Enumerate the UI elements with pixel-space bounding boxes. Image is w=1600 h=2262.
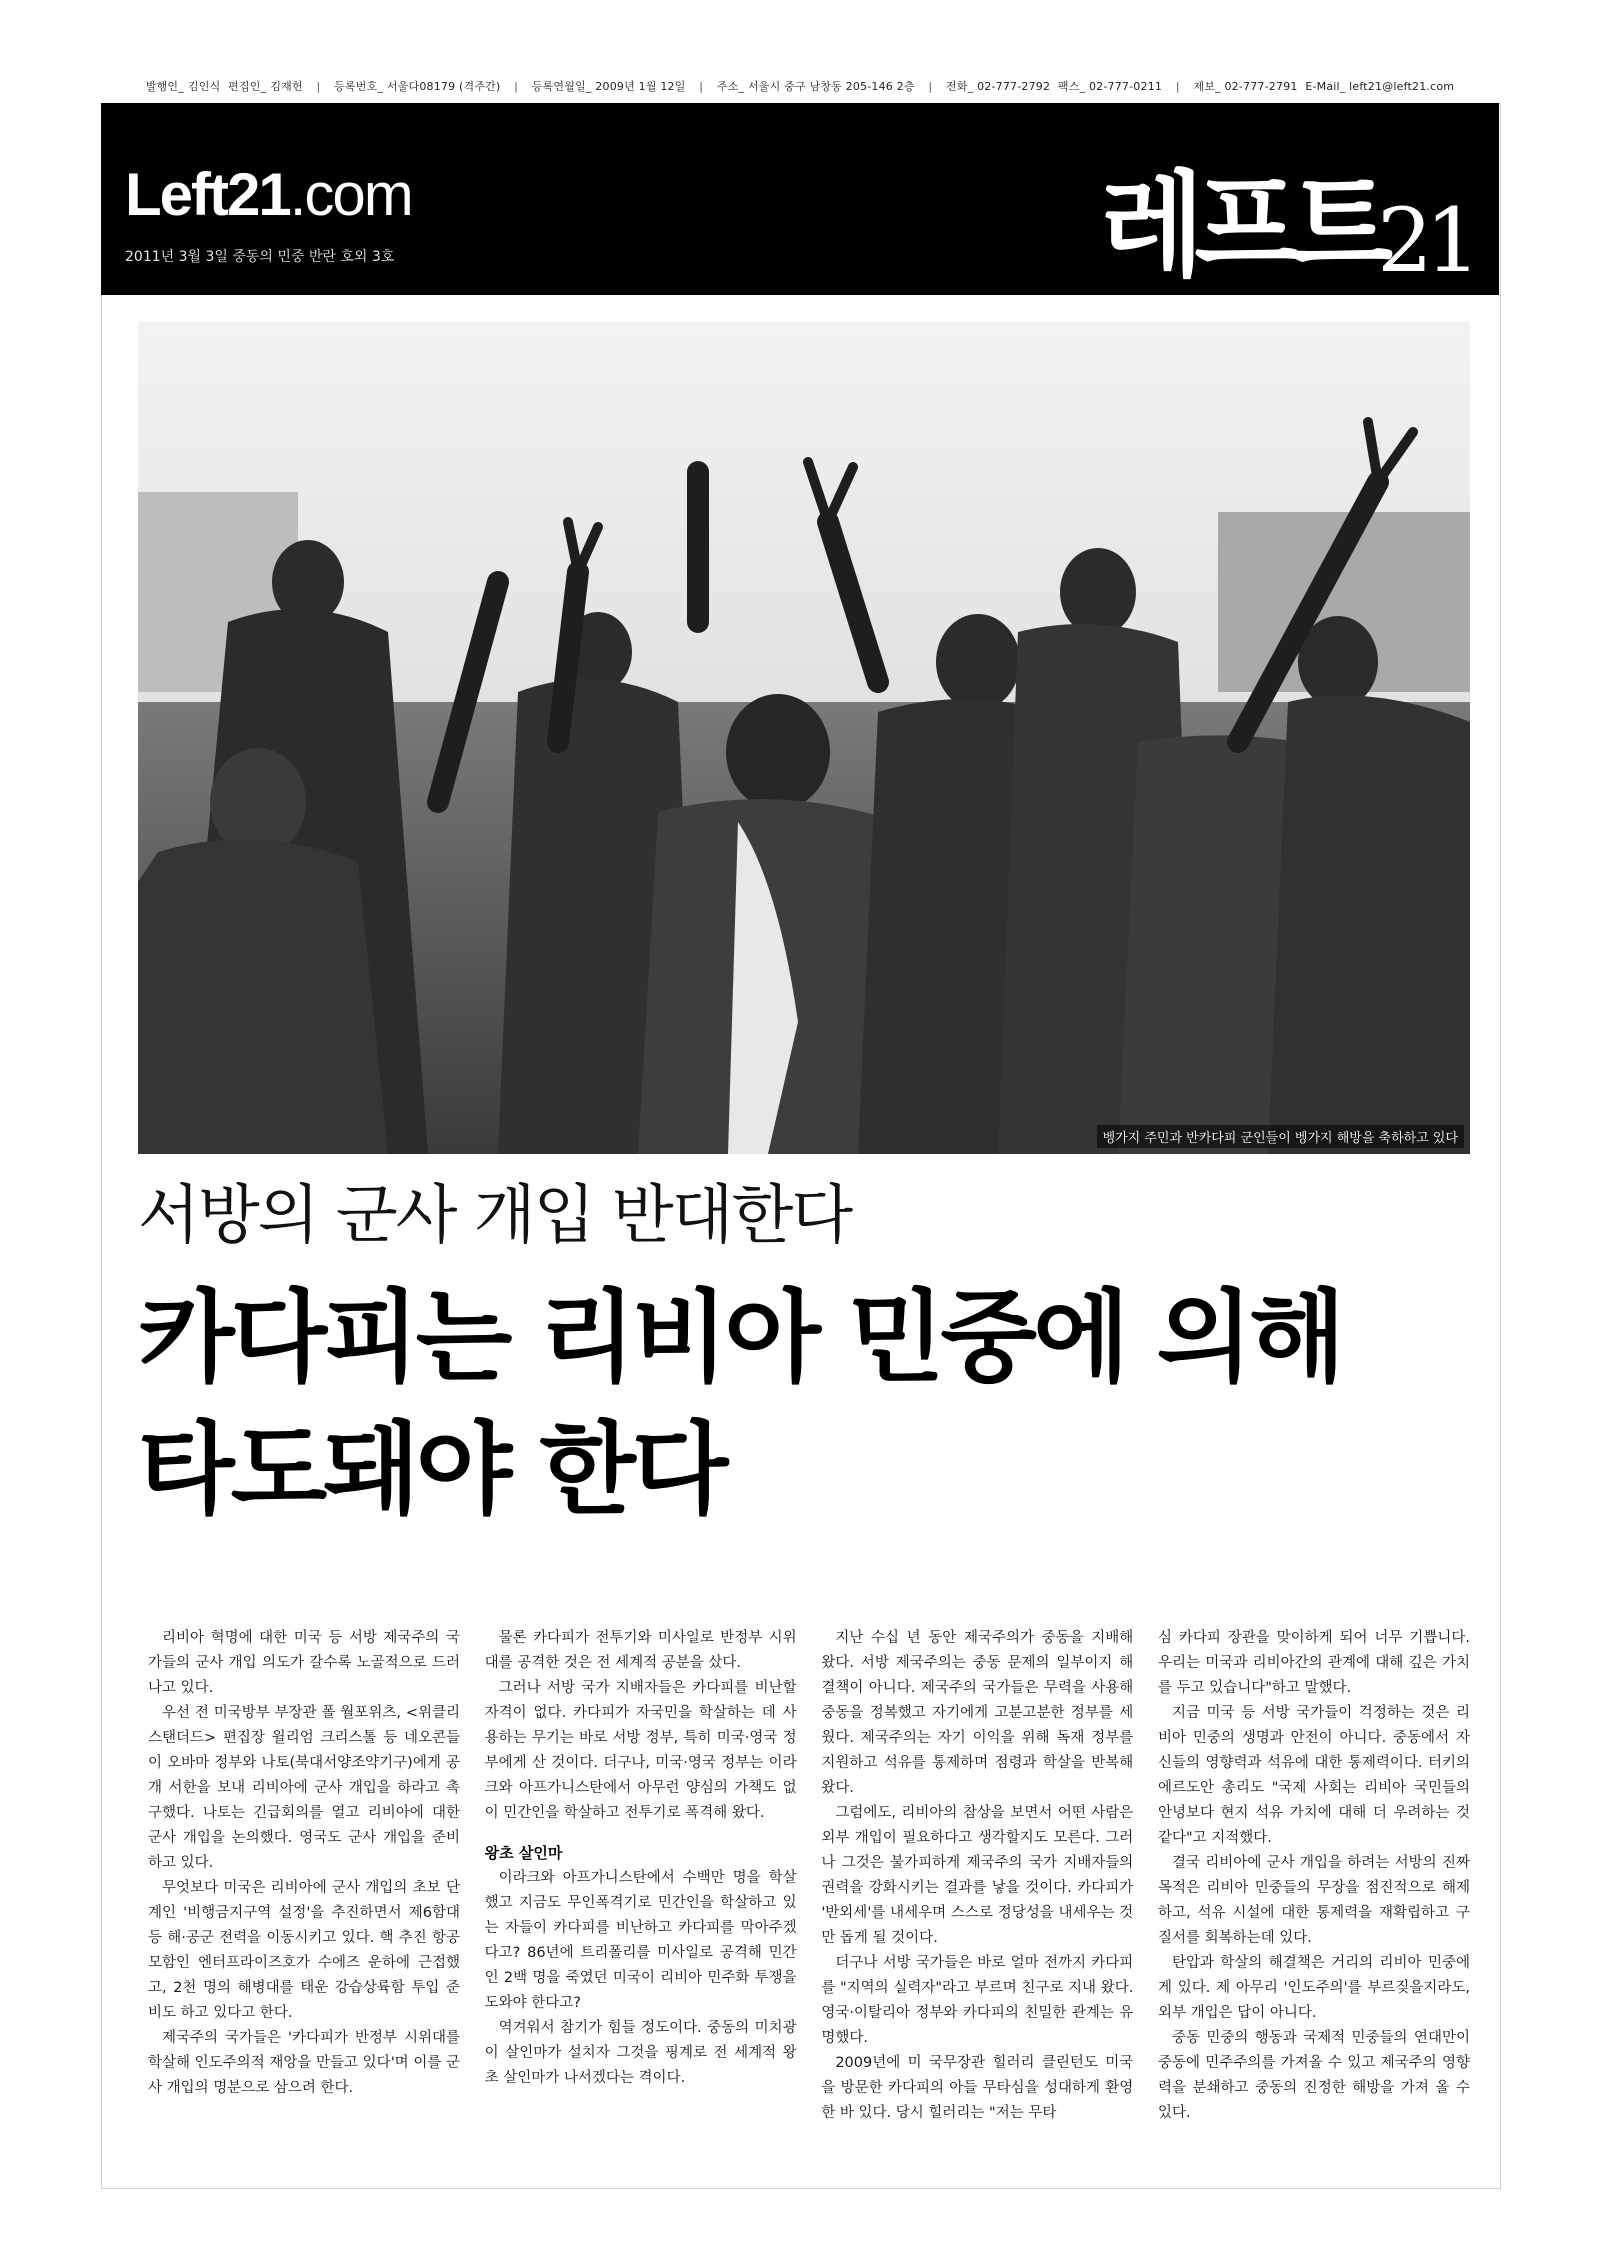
paragraph: 탄압과 학살의 해결책은 거리의 리비아 민중에게 있다. 제 아무리 '인도주의'를 부르짖을지라도, 외부 개입은 답이 아니다. — [1157, 1955, 1470, 2021]
paragraph: 심 카다피 장관을 맞이하게 되어 너무 기쁩니다. 우리는 미국과 리비아간의 관계에 대해 깊은 가치를 두고 있습니다"하고 말했다. — [1157, 1630, 1470, 1696]
article-column-3 — [821, 1626, 1133, 2166]
paragraph: 제국주의 국가들은 '카다피가 반정부 시위대를 학살해 인도주의적 재앙을 만들고 있다'며 이를 군사 개입의 명분으로 삼으려 한다. — [148, 2030, 460, 2096]
paragraph: 2009년에 미 국무장관 힐러리 클린턴도 미국을 방문한 카다피의 아들 무타심을 성대하게 환영한 바 있다. 당시 힐러리는 "저는 무타 — [821, 2055, 1134, 2121]
paper-name-logo — [1100, 121, 1473, 293]
separator: | — [928, 80, 933, 93]
article-column-1 — [148, 1626, 460, 2166]
editor-label: 편집인_ — [228, 80, 267, 93]
headline-main — [138, 1272, 1478, 1536]
paragraph: 결국 리비아에 군사 개입을 하려는 서방의 진짜 목적은 리비아 민중들의 무장을 점진적으로 해제하고, 석유 시설에 대한 통제력을 재확립하고 구질서를 회복하는데 있다. — [1157, 1855, 1470, 1946]
paragraph: 리비아 혁명에 대한 미국 등 서방 제국주의 국가들의 군사 개입 의도가 갈수록 노골적으로 드러나고 있다. — [148, 1630, 460, 1696]
site-logo-domain: .com — [289, 161, 412, 228]
headline-line-1: 카다피는 리비아 민중에 의해 — [138, 1279, 1342, 1396]
registration-number: 등록번호_ 서울다08179 (격주간) — [334, 80, 501, 93]
paragraph: 중동 민중의 행동과 국제적 민중들의 연대만이 중동에 민주주의를 가져올 수 있고 제국주의 영향력을 분쇄하고 중동의 진정한 해방을 가져 올 수 있다. — [1157, 2030, 1470, 2121]
photo-caption: 벵가지 주민과 반카다피 군인들이 벵가지 해방을 축하하고 있다 — [1097, 1125, 1464, 1148]
site-logo-bold: Left21 — [125, 161, 290, 228]
issue-line: 2011년 3월 3일 중동의 민중 반란 호외 3호 — [125, 249, 395, 265]
section-heading: 왕초 살인마 — [484, 1844, 563, 1862]
paragraph: 우선 전 미국방부 부장관 폴 월포위츠, <위클리 스탠더드> 편집장 윌리엄 크리스톨 등 네오콘들이 오바마 정부와 나토(북대서양조약기구)에게 공개 서한을 보내 리비아에 군사 개입을 하라고 촉구했다. 나토는 긴급회의를 열고 리비아에 대한 군사 개입을 논의했다. 영국도 군사 개입을 준비하고 있다. — [148, 1705, 460, 1871]
paragraph: 그러나 서방 국가 지배자들은 카다피를 비난할 자격이 없다. 카다피가 자국민을 학살하는 데 사용하는 무기는 바로 서방 정부, 특히 미국·영국 정부에게 산 것이다. 더구나, 미국·영국 정부는 이라크와 아프가니스탄에서 아무런 양심의 가책도 없이 민간인을 학살하고 전투기로 폭격해 왔다. — [484, 1680, 797, 1821]
article-column-2 — [485, 1626, 797, 2166]
photo-icon — [138, 322, 1470, 1154]
paragraph: 역겨워서 참기가 힘들 정도이다. 중동의 미치광이 살인마가 설치자 그것을 핑계로 전 세계적 왕초 살인마가 나서겠다는 격이다. — [484, 2020, 797, 2086]
article-column-4 — [1158, 1626, 1470, 2166]
publisher-label: 발행인_ — [145, 80, 184, 93]
separator: | — [699, 80, 704, 93]
article-body — [148, 1626, 1470, 2166]
separator: | — [514, 80, 519, 93]
separator: | — [1175, 80, 1180, 93]
paragraph: 더구나 서방 국가들은 바로 얼마 전까지 카다피를 "지역의 실력자"라고 부르며 친구로 지내 왔다. 영국·이탈리아 정부와 카다피의 친밀한 관계는 유명했다. — [821, 1955, 1134, 2046]
masthead — [101, 103, 1499, 295]
headline-subtitle: 서방의 군사 개입 반대한다 — [138, 1179, 852, 1253]
paragraph: 무엇보다 미국은 리비아에 군사 개입의 초보 단계인 '비행금지구역 설정'을 추진하면서 제6함대 등 해·공군 전력을 이동시키고 있다. 핵 추진 항공모함인 엔터프라이즈호가 수에즈 운하에 근접했고, 2천 명의 해병대를 태운 강습상륙함 투입 준비도 하고 있다고 한다. — [148, 1880, 460, 2021]
editor-name: 김재헌 — [270, 80, 303, 93]
headline-line-2: 타도돼야 한다 — [138, 1411, 725, 1528]
address: 주소_ 서울시 중구 남창동 205-146 2층 — [716, 80, 915, 93]
email: E-Mail_ left21@left21.com — [1305, 80, 1455, 93]
news-photo — [138, 322, 1470, 1154]
paragraph: 이라크와 아프가니스탄에서 수백만 명을 학살했고 지금도 무인폭격기로 민간인을 학살하고 있는 자들이 카다피를 비난하고 카다피를 막아주겠다고? 86년에 트리폴리를 미사일로 공격해 민간인 2백 명을 죽였던 미국이 리비아 민주화 투쟁을 도와야 한다고? — [484, 1870, 797, 2011]
paper-name-korean: 레프트 — [1100, 160, 1384, 293]
publisher-name: 김인식 — [187, 80, 221, 93]
paper-name-number: 21 — [1377, 189, 1473, 292]
site-logo[interactable] — [125, 161, 412, 228]
fax: 팩스_ 02-777-0211 — [1057, 80, 1163, 93]
paragraph: 지금 미국 등 서방 국가들이 걱정하는 것은 리비아 민중의 생명과 안전이 아니다. 중동에서 자신들의 영향력과 석유에 대한 통제력이다. 터키의 에르도안 총리도 "국제 사회는 리비아 국민들의 안녕보다 현지 석유 가치에 대해 더 우려하는 것 같다"고 지적했다. — [1157, 1705, 1470, 1846]
publication-info-line — [0, 78, 1600, 94]
paragraph: 물론 카다피가 전투기와 미사일로 반정부 시위대를 공격한 것은 전 세계적 공분을 샀다. — [484, 1630, 797, 1671]
phone: 전화_ 02-777-2792 — [946, 80, 1051, 93]
registration-date: 등록연월일_ 2009년 1월 12일 — [531, 80, 686, 93]
paragraph: 그럼에도, 리비아의 참상을 보면서 어떤 사람은 외부 개입이 필요하다고 생각할지도 모른다. 그러나 그것은 불가피하게 제국주의 국가 지배자들의 권력을 강화시키는 결과를 낳을 것이다. 카다피가 '반외세'를 내세우며 스스로 정당성을 내세우는 것만 돕게 될 것이다. — [821, 1805, 1134, 1946]
paragraph: 지난 수십 년 동안 제국주의가 중동을 지배해 왔다. 서방 제국주의는 중동 문제의 일부이지 해결책이 아니다. 제국주의 국가들은 무력을 사용해 중동을 정복했고 자기에게 고분고분한 정부를 세웠다. 제국주의는 자기 이익을 위해 독재 정부를 지원하고 석유를 통제하며 점령과 학살을 반복해 왔다. — [821, 1630, 1134, 1796]
separator: | — [316, 80, 321, 93]
tip-line: 제보_ 02-777-2791 — [1193, 80, 1298, 93]
